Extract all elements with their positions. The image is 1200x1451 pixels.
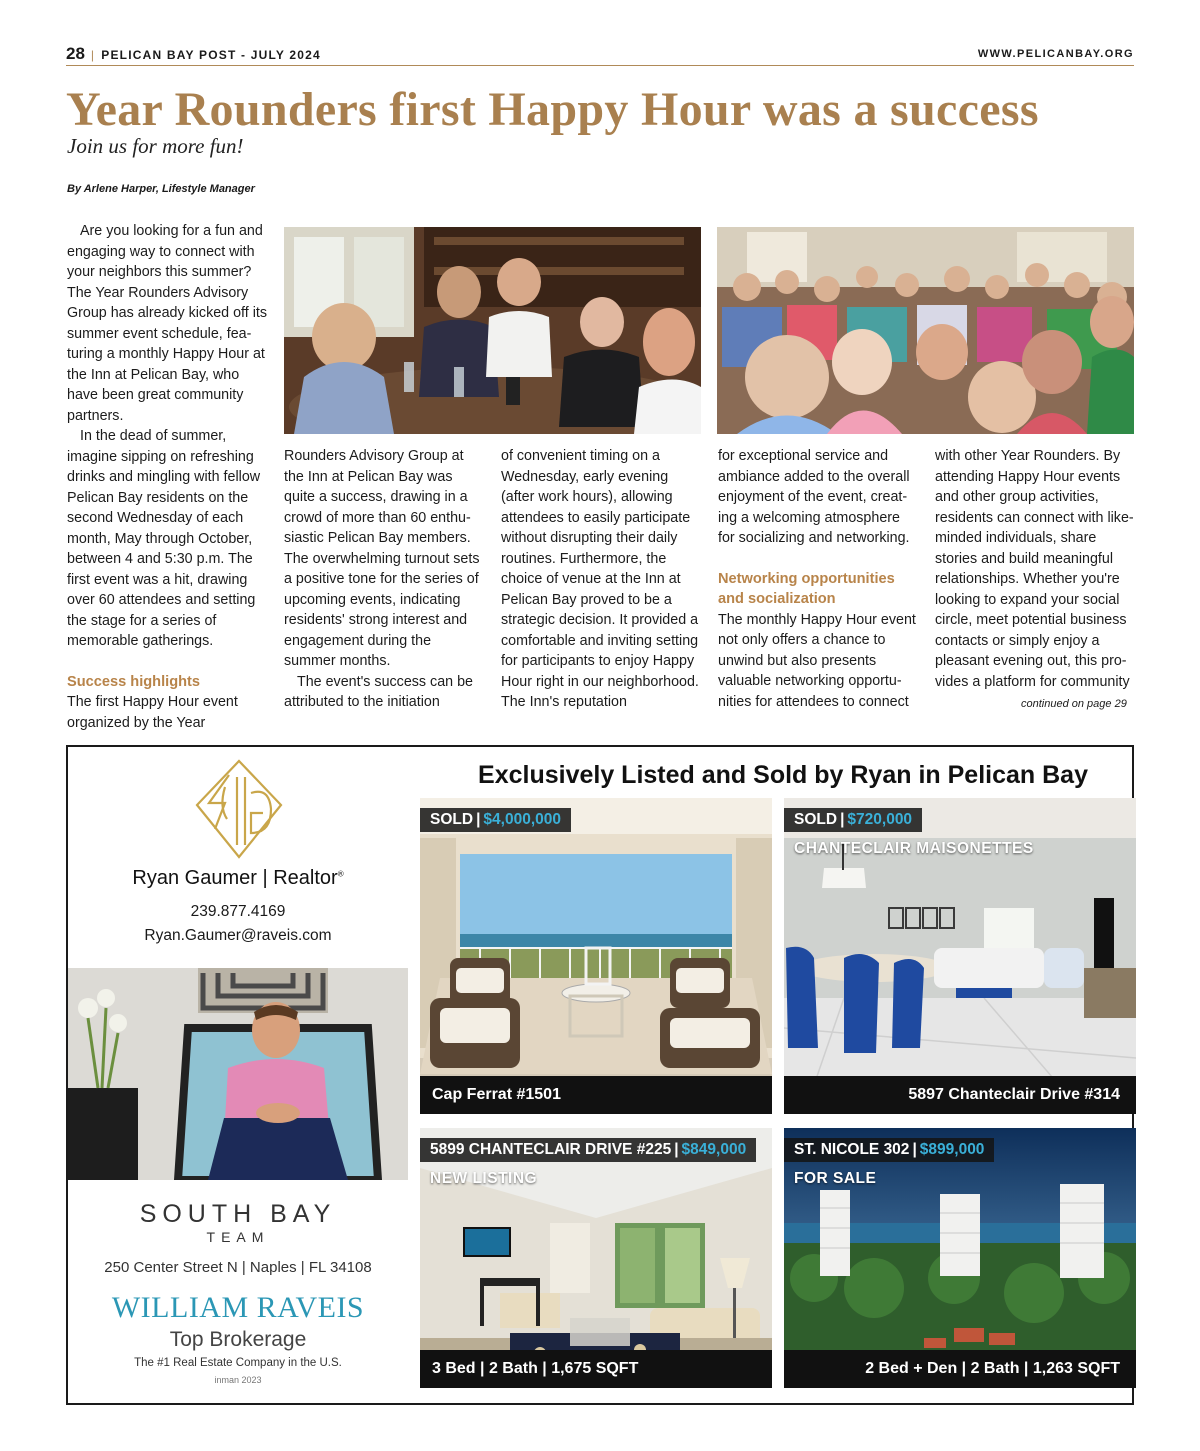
listing-photo-chanteclair-225 [420,1128,772,1388]
listing-status: 5899 CHANTECLAIR DRIVE #225 [430,1141,672,1158]
team-name: SOUTH BAY [139,1200,337,1228]
paragraph: of convenient timing on a Wednesday, early evening (after work hours), allowing attendees to easily participate without disrupting their daily routines. Furthermore, the choice of venue at the Inn at Pelican Bay proved to be a strategic decision. It provided a comfortable and inviting setting for participants to enjoy Happy Hour right in our neighborhood. The Inn's reputation [501,448,699,710]
rg-monogram-logo-icon [189,757,289,861]
article-column-1 [67,221,267,733]
article-column-3 [501,446,701,713]
paragraph: for exceptional service and ambiance added to the overall enjoyment of the event, creating a welcoming atmosphere for socializing and networking. [718,448,910,546]
listing-card[interactable] [784,1128,1136,1388]
listing-status: SOLD [794,811,838,828]
listing-card[interactable] [420,798,772,1114]
agent-email[interactable]: Ryan.Gaumer@raveis.com [144,927,332,944]
listing-photo-cap-ferrat [420,798,772,1114]
header-divider: | [90,48,96,62]
tag-divider: | [476,811,481,828]
listing-price: $720,000 [847,811,913,828]
tag-divider: | [674,1141,679,1158]
paragraph: In the dead of summer, imagine sipping on refreshing drinks and mingling with fellow Pelican Bay residents on the second Wednesday of each month, May through October, between 4 and 5:30 p.m. The first event was a hit, drawing over 60 attendees and setting the stage for a series of memorable gatherings. [67,428,261,649]
page-header [66,44,1134,66]
brokerage-claim: The #1 Real Estate Company in the U.S. [134,1357,342,1369]
registered-mark: ® [337,869,344,879]
page-number: 28 [66,44,85,63]
article-column-2 [284,446,484,713]
section-heading-success: Success highlights [67,673,200,690]
paragraph: Rounders Advisory Group at the Inn at Pelican Bay was quite a success, drawing in a crowd of more than 60 enthusiastic Pelican Bay members. The overwhelming turnout sets a positive tone for the series of upcoming events, indicating residents' strong interest and engagement during the summer months. [284,448,480,669]
agent-panel [68,747,408,1403]
paragraph: with other Year Rounders. By attending Happy Hour events and other group activities, residents can connect with like-minded individuals, share stories and build meaningful relationships. Whether you're looking to expand your social circle, meet potential business contacts or simply enjoy a pleasant evening out, this provides a platform for community [935,448,1134,690]
happy-hour-photo-group-table [284,227,701,434]
listing-status: SOLD [430,811,474,828]
article-byline: By Arlene Harper, Lifestyle Manager [67,183,255,195]
listing-subtitle: CHANTECLAIR MAISONETTES [794,840,1034,857]
publication-name: PELICAN BAY POST - JULY 2024 [101,48,321,62]
brokerage-tagline: Top Brokerage [169,1328,307,1351]
agent-phone[interactable]: 239.877.4169 [190,903,286,920]
agent-name-text: Ryan Gaumer | Realtor [132,867,338,889]
brokerage-logo: WILLIAM RAVEIS [111,1291,365,1324]
listing-photo-st-nicole [784,1128,1136,1388]
listing-price: $899,000 [919,1141,985,1158]
article-subtitle: Join us for more fun! [67,134,244,158]
listing-status-tag [784,808,922,832]
paragraph: The event's success can be attributed to the initiation [284,673,473,710]
listing-card[interactable] [420,1128,772,1388]
real-estate-advertisement [66,745,1134,1405]
listing-caption: Cap Ferrat #1501 [420,1076,772,1114]
website-link[interactable]: WWW.PELICANBAY.ORG [977,48,1134,60]
agent-name [68,867,408,890]
listing-status-tag [784,1138,994,1162]
article-column-5 [935,446,1135,692]
header-left [66,44,321,64]
ad-headline: Exclusively Listed and Sold by Ryan in Pelican Bay [478,761,1088,789]
listing-price: $4,000,000 [483,811,561,828]
listing-price: $849,000 [681,1141,747,1158]
listing-card[interactable] [784,798,1136,1114]
listing-status-tag [420,808,571,832]
listing-caption: 3 Bed | 2 Bath | 1,675 SQFT [420,1350,772,1388]
paragraph: The first Happy Hour event organized by the Year [67,694,238,731]
section-heading-networking: Networking opportunities and socialization [718,570,895,607]
inman-award: inman 2023 [214,1375,262,1385]
tag-divider: | [840,811,845,828]
article-column-4 [718,446,918,712]
listing-caption: 2 Bed + Den | 2 Bath | 1,263 SQFT [784,1350,1136,1388]
continued-note[interactable]: continued on page 29 [1021,698,1127,710]
listing-status: ST. NICOLE 302 [794,1141,910,1158]
article-title: Year Rounders first Happy Hour was a success [66,83,1039,136]
happy-hour-photo-crowd [717,227,1134,434]
agent-portrait-photo [68,968,408,1180]
listing-subtitle: FOR SALE [794,1170,877,1187]
paragraph: Are you looking for a fun and engaging way to connect with your neighbors this summer? The Year Rounders Advisory Group has already kicked off its summer event schedule, featuring a monthly Happy Hour at the Inn at Pelican Bay, who have been great community partners. [67,223,267,424]
office-address: 250 Center Street N | Naples | FL 34108 [104,1259,372,1276]
listing-status-tag [420,1138,756,1162]
paragraph: The monthly Happy Hour event not only offers a chance to unwind but also presents valuable networking opportunities for attendees to connect [718,611,916,710]
listing-subtitle: NEW LISTING [430,1170,538,1187]
team-label: TEAM [206,1229,270,1245]
listing-caption: 5897 Chanteclair Drive #314 [784,1076,1136,1114]
tag-divider: | [912,1141,917,1158]
